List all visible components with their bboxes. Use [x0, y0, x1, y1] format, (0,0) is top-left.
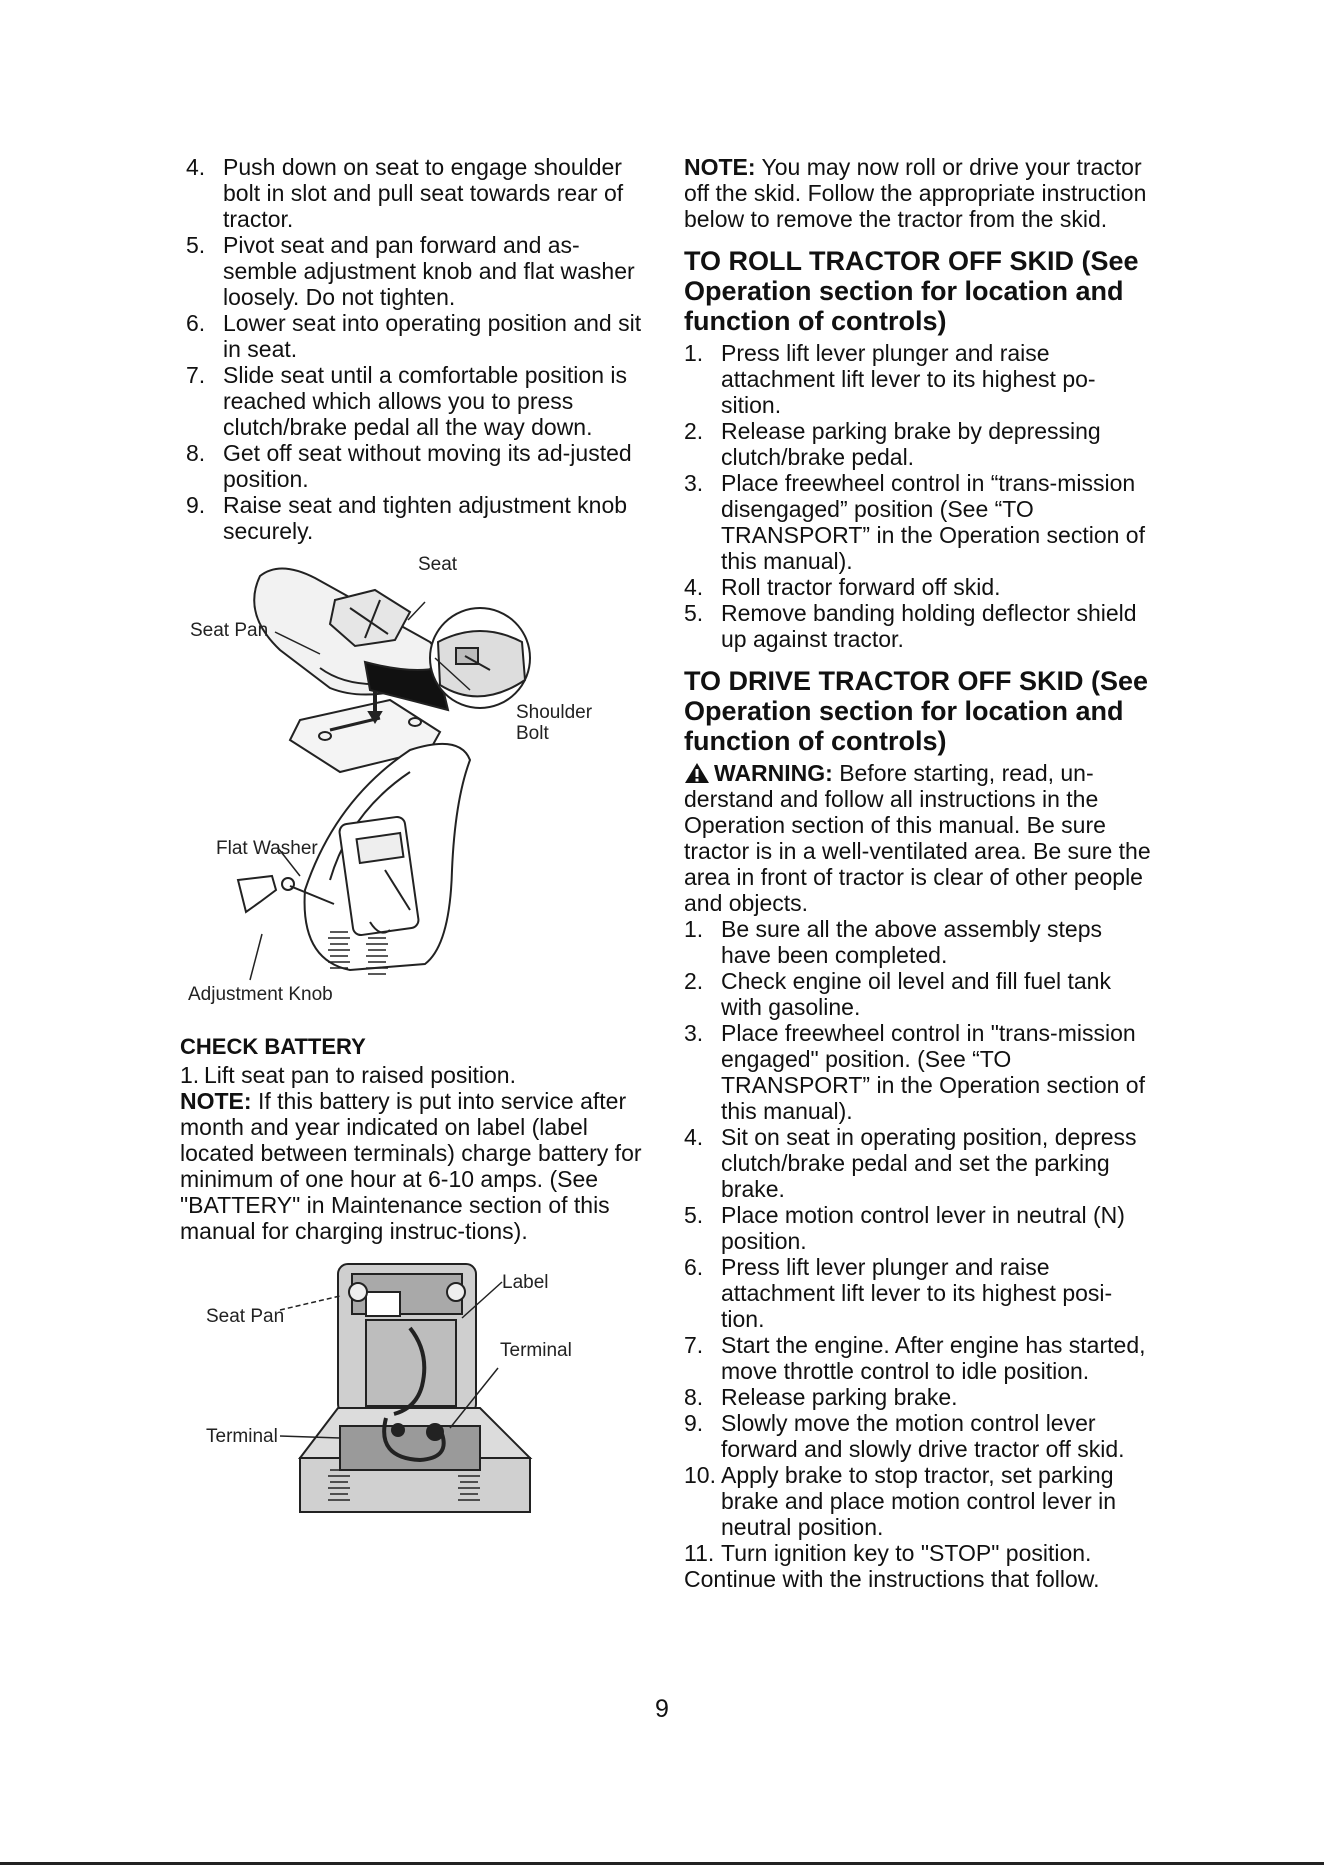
terminal-left-label: Terminal: [206, 1426, 278, 1447]
adjustment-knob-label: Adjustment Knob: [188, 984, 333, 1005]
drive-off-skid-heading: TO DRIVE TRACTOR OFF SKID (See Operation section for location and function of controls): [684, 666, 1149, 756]
seat-assembly-steps: [180, 154, 650, 544]
list-item: 5. Place motion control lever in neutral (N) position.: [684, 1202, 1125, 1254]
list-item: 11. Turn ignition key to "STOP" position.: [684, 1540, 1092, 1566]
list-item: 2. Release parking brake by depressing clutch/brake pedal.: [684, 418, 1101, 470]
battery-note: NOTE: If this battery is put into service after month and year indicated on label (label located between terminals) charge battery for minimum of one hour at 6-10 amps. (See "BATTERY" in Maintenance section of this manual for charging instruc-tions).: [180, 1088, 642, 1244]
check-battery-heading: CHECK BATTERY: [180, 1034, 366, 1059]
list-item: 8. Release parking brake.: [684, 1384, 958, 1410]
list-item: 6. Lower seat into operating position and sit in seat.: [186, 310, 642, 362]
list-item: 1. Lift seat pan to raised position.: [180, 1062, 516, 1088]
warning-paragraph: WARNING: Before starting, read, un-derstand and follow all instructions in the Operation section of this manual. Be sure tractor is in a well-ventilated area. Be sure the area in front of tractor is clear of other people and objects.: [684, 760, 1151, 916]
seat-label: Seat: [418, 554, 458, 575]
battery-seat-pan-label: Seat Pan: [206, 1306, 285, 1327]
list-item: 7. Start the engine. After engine has started, move throttle control to idle position.: [684, 1332, 1146, 1384]
flat-washer-label: Flat Washer: [216, 838, 318, 859]
list-item: 9. Raise seat and tighten adjustment knob securely.: [186, 492, 628, 544]
list-item: 1. Be sure all the above assembly steps have been completed.: [684, 916, 1102, 968]
list-item: 3. Place freewheel control in "trans-mission engaged" position. (See “TO TRANSPORT” in the Operation section of this manual).: [684, 1020, 1145, 1124]
warning-triangle-icon: [684, 762, 710, 784]
list-item: 9. Slowly move the motion control lever forward and slowly drive tractor off skid.: [684, 1410, 1125, 1462]
page-number: 9: [655, 1695, 669, 1723]
closing-text: Continue with the instructions that follow.: [684, 1566, 1100, 1592]
skid-note: NOTE: You may now roll or drive your tractor off the skid. Follow the appropriate instruction below to remove the tractor from the skid.: [684, 154, 1147, 232]
seat-figure: [180, 550, 650, 1028]
battery-figure: [180, 1258, 650, 1518]
terminal-right-label: Terminal: [500, 1340, 572, 1361]
list-item: 2. Check engine oil level and fill fuel tank with gasoline.: [684, 968, 1111, 1020]
list-item: 6. Press lift lever plunger and raise attachment lift lever to its highest posi-tion.: [684, 1254, 1113, 1332]
list-item: 1. Press lift lever plunger and raise attachment lift lever to its highest po-sition.: [684, 340, 1096, 418]
list-item: 5. Pivot seat and pan forward and as-semble adjustment knob and flat washer loosely. Do not tighten.: [186, 232, 635, 310]
battery-illustration: [180, 1258, 650, 1518]
list-item: 8. Get off seat without moving its ad-justed position.: [186, 440, 632, 492]
list-item: 4. Sit on seat in operating position, depress clutch/brake pedal and set the parking brake.: [684, 1124, 1137, 1202]
list-item: 4. Push down on seat to engage shoulder bolt in slot and pull seat towards rear of tractor.: [186, 154, 624, 232]
list-item: 4. Roll tractor forward off skid.: [684, 574, 1001, 600]
list-item: 7. Slide seat until a comfortable position is reached which allows you to press clutch/brake pedal all the way down.: [186, 362, 627, 440]
seat-pan-label: Seat Pan: [190, 620, 269, 641]
shoulder-bolt-label: Shoulder Bolt: [516, 702, 593, 744]
battery-steps: [180, 1062, 650, 1088]
roll-off-steps: [684, 340, 1154, 652]
right-column: [684, 154, 1154, 1592]
list-item: 3. Place freewheel control in “trans-mission disengaged” position (See “TO TRANSPORT” in the Operation section of this manual).: [684, 470, 1145, 574]
roll-off-skid-heading: TO ROLL TRACTOR OFF SKID (See Operation section for location and function of controls): [684, 246, 1139, 336]
drive-off-steps: [684, 916, 1154, 1566]
left-column: [180, 154, 650, 1518]
bottom-rule: [0, 1862, 1324, 1865]
list-item: 10. Apply brake to stop tractor, set parking brake and place motion control lever in neutral position.: [684, 1462, 1117, 1540]
battery-label-label: Label: [502, 1272, 549, 1293]
list-item: 5. Remove banding holding deflector shield up against tractor.: [684, 600, 1137, 652]
